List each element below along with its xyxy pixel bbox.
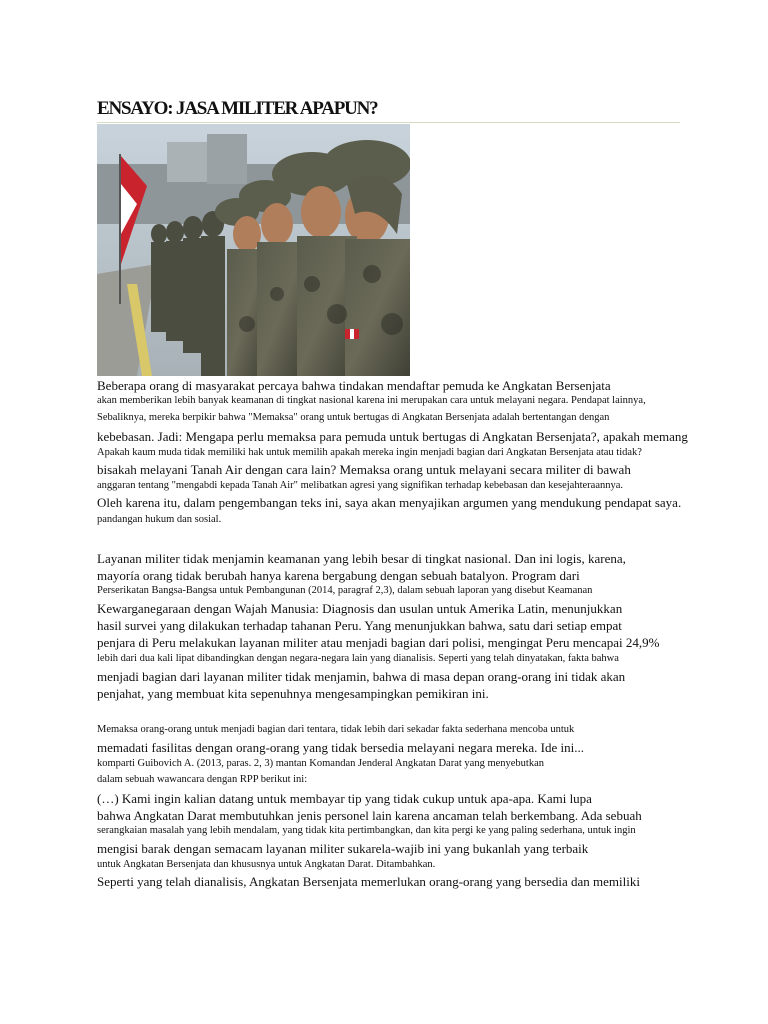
text-line: menjadi bagian dari layanan militer tidak menjamin, bahwa di masa depan orang-orang ini tidak akan (97, 669, 626, 684)
text-line: komparti Guibovich A. (2013, paras. 2, 3) mantan Komandan Jenderal Angkatan Darat yang menyebutkan (97, 758, 545, 769)
text-line: Beberapa orang di masyarakat percaya bahwa tindakan mendaftar pemuda ke Angkatan Bersenjata (97, 378, 611, 393)
text-line: mayoría orang tidak berubah hanya karena bergabung dengan sebuah batalyon. Program dari (97, 568, 580, 583)
text-line: bisakah melayani Tanah Air dengan cara lain? Memaksa orang untuk melayani secara militer di bawah (97, 462, 631, 477)
text-line: (…) Kami ingin kalian datang untuk membayar tip yang tidak cukup untuk apa-apa. Kami lupa (97, 791, 592, 806)
text-line: penjahat, yang membuat kita sepenuhnya mengesampingkan pemikiran ini. (97, 686, 489, 701)
text-line: hasil survei yang dilakukan terhadap tahanan Peru. Yang menunjukkan bahwa, satu dari setiap empat (97, 618, 622, 633)
text-line: serangkaian masalah yang lebih mendalam, yang tidak kita pertimbangkan, dan kita pergi ke yang paling sederhana, untuk ingin (97, 825, 636, 836)
text-line: untuk Angkatan Bersenjata dan khususnya untuk Angkatan Darat. Ditambahkan. (97, 859, 436, 870)
text-line: akan memberikan lebih banyak keamanan di tingkat nasional karena ini merupakan cara untuk melayani negara. Pendapat lainnya, (97, 395, 646, 406)
photo-illustration (97, 124, 410, 376)
text-line: Apakah kaum muda tidak memiliki hak untuk memilih apakah mereka ingin menjadi bagian dari Angkatan Bersenjata atau tidak? (97, 447, 642, 458)
text-line: mengisi barak dengan semacam layanan militer sukarela-wajib ini yang bukanlah yang terbaik (97, 841, 589, 856)
text-line: dalam sebuah wawancara dengan RPP berikut ini: (97, 774, 308, 785)
text-line: Kewarganegaraan dengan Wajah Manusia: Diagnosis dan usulan untuk Amerika Latin, menunjukkan (97, 601, 623, 616)
document-title: ENSAYO: JASA MILITER APAPUN? (97, 98, 378, 119)
soldiers-saluting-photo (97, 124, 410, 376)
text-line: Sebaliknya, mereka berpikir bahwa "Memaksa" orang untuk bertugas di Angkatan Bersenjata adalah bertentangan dengan (97, 412, 610, 423)
title-divider (97, 122, 680, 123)
text-line: Perserikatan Bangsa-Bangsa untuk Pembangunan (2014, paragraf 2,3), dalam sebuah laporan yang disebut Keamanan (97, 585, 593, 596)
text-line: penjara di Peru melakukan layanan militer atau menjadi bagian dari polisi, mengingat Peru mencapai 24,9% (97, 635, 660, 650)
text-line: kebebasan. Jadi: Mengapa perlu memaksa para pemuda untuk bertugas di Angkatan Bersenjata?, apakah memang (97, 429, 688, 444)
text-line: Memaksa orang-orang untuk menjadi bagian dari tentara, tidak lebih dari sekadar fakta sederhana mencoba untuk (97, 724, 575, 735)
text-line: Oleh karena itu, dalam pengembangan teks ini, saya akan menyajikan argumen yang mendukung pendapat saya. (97, 495, 682, 510)
text-line: bahwa Angkatan Darat membutuhkan jenis personel lain karena ancaman telah berkembang. Ada sebuah (97, 808, 642, 823)
text-line: Seperti yang telah dianalisis, Angkatan Bersenjata memerlukan orang-orang yang bersedia dan memiliki (97, 874, 640, 889)
text-line: lebih dari dua kali lipat dibandingkan dengan negara-negara lain yang dianalisis. Seperti yang telah dinyatakan, fakta bahwa (97, 653, 619, 664)
text-line: pandangan hukum dan sosial. (97, 514, 222, 525)
text-line: Layanan militer tidak menjamin keamanan yang lebih besar di tingkat nasional. Dan ini logis, karena, (97, 551, 626, 566)
text-line: anggaran tentang "mengabdi kepada Tanah Air" melibatkan agresi yang signifikan terhadap kebebasan dan kesejahteraannya. (97, 480, 624, 491)
text-line: memadati fasilitas dengan orang-orang yang tidak bersedia melayani negara mereka. Ide ini... (97, 740, 584, 755)
